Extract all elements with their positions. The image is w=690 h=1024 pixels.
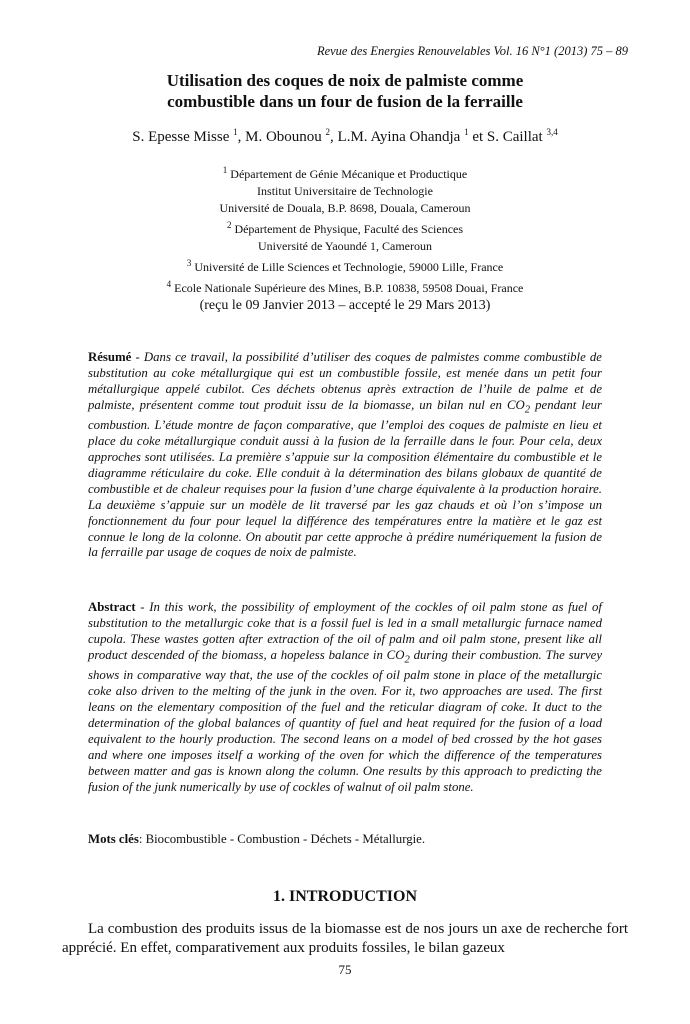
author-list: [0, 127, 690, 146]
introduction-paragraph: La combustion des produits issus de la biomasse est de nos jours un axe de recherche fort apprécié. En effet, comparativement aux produits fossiles, le bilan gazeux: [62, 921, 628, 956]
affiliation-3-text: Université de Lille Sciences et Technologie, 59000 Lille, France: [191, 260, 504, 274]
abstract-text-part-2: during their combustion. The survey shows in comparative way that, the use of the cockles of oil palm stone in place of the metallurgic coke also driven to the melting of the junk in the oven. For it, two approaches are used. The first leans on the elementary composition of the fuel and the reticular diagram of coke. It duct to the determination of the global balances of quantity of fuel and heat required for the fusion of a load equivalent to the hourly production. The second leans on a model of bed crossed by the hot gases and where one imposes itself a working of the oven for which the difference of the temperatures between matter and gas is known along the column. One results by this approach to predicting the fusion of the junk numerically by use of cockles of walnut of oil palm stone.: [88, 647, 602, 794]
keywords-text: : Biocombustible - Combustion - Déchets - Métallurgie.: [138, 832, 426, 846]
affiliation-2-text: Département de Physique, Faculté des Sciences: [231, 222, 464, 236]
resume-text-part-1: Dans ce travail, la possibilité d’utiliser des coques de palmistes comme combustible de substitution au coke métallurgique qui est un combustible fossile, est menée dans un petit four métallurgique appelé cubilot. Ces déchets obtenus après extraction de l’huile de palme et de palmiste, présentent comme tout produit issu de la biomasse, un bilan nul en CO: [88, 350, 602, 412]
resume-paragraph: [88, 350, 602, 561]
author-4: et S. Caillat: [468, 129, 547, 145]
page-number: 75: [338, 962, 352, 977]
abstract-separator: -: [135, 600, 150, 614]
affiliation-1-text: Département de Génie Mécanique et Productique: [227, 167, 468, 181]
author-4-affil: 3,4: [546, 127, 558, 137]
author-2: , M. Obounou: [237, 129, 326, 145]
affiliation-2: [0, 217, 690, 238]
journal-header: Revue des Energies Renouvelables Vol. 16 N°1 (2013) 75 – 89: [316, 44, 628, 58]
author-1: S. Epesse Misse: [132, 129, 234, 145]
affiliation-1: [0, 162, 690, 183]
author-3-affil: 1: [464, 127, 469, 137]
affiliation-2-number: 2: [226, 220, 232, 230]
abstract-label: Abstract: [88, 600, 136, 614]
affiliation-4-number: 4: [166, 279, 172, 289]
abstract-text-part-1: In this work, the possibility of employment of the cockles of oil palm stone as fuel of substitution to the metallurgic coke that is a fossil fuel is led in a small metallurgic furnace named cupola. These wastes gotten after extraction of the oil of palm and oil palm stone, present like all product descended of the biomass, a hopeless balance in CO: [88, 600, 602, 662]
section-heading: 1. INTRODUCTION: [272, 888, 417, 905]
resume-separator: -: [131, 350, 144, 364]
affiliation-3: [0, 255, 690, 276]
affiliation-4: [0, 276, 690, 297]
affiliations: [0, 162, 690, 297]
author-1-affil: 1: [233, 127, 238, 137]
affiliation-2-line-2: Université de Yaoundé 1, Cameroun: [258, 239, 432, 253]
title-line-1: Utilisation des coques de noix de palmiste comme: [166, 71, 524, 90]
affiliation-3-number: 3: [186, 258, 192, 268]
affiliation-4-text: Ecole Nationale Supérieure des Mines, B.P. 10838, 59508 Douai, France: [171, 281, 524, 295]
resume-label: Résumé: [88, 350, 132, 364]
keywords-label: Mots clés: [88, 832, 139, 846]
resume-text-part-2: pendant leur combustion. L’étude montre de façon comparative, que l’emploi des coques de palmiste en lieu et place du coke métallurgique conduit aussi à la fusion de la ferraille dans le four. Pour cela, deux approches sont utilisées. La première s’appuie sur la composition élémentaire du combustible et le diagramme réticulaire du coke. Elle conduit à la détermination des bilans globaux de quantité de combustible et de chaleur requises pour la fusion d’une charge équivalente à la production horaire. La deuxième s’appuie sur un modèle de lit traversé par les gaz chauds et où l’on s’impose un fonctionnement du four pour lequel la différence des températures entre la matière et le gaz est connue le long de la colonne. On aboutit par cette approche à prédire numériquement la fusion de la ferraille par usage de coques de noix de palmiste.: [88, 397, 603, 560]
received-dates: (reçu le 09 Janvier 2013 – accepté le 29 Mars 2013): [199, 298, 491, 313]
title-line-2: combustible dans un four de fusion de la ferraille: [167, 92, 523, 111]
paper-title: [0, 70, 690, 112]
keywords-line: [88, 832, 602, 847]
abstract-paragraph: [88, 600, 602, 795]
author-3: , L.M. Ayina Ohandja: [330, 129, 465, 145]
author-2-affil: 2: [325, 127, 331, 137]
resume-subscript-text: 2: [524, 404, 531, 416]
affiliation-1-line-2: Institut Universitaire de Technologie: [257, 184, 433, 198]
abstract-subscript-text: 2: [404, 654, 410, 666]
affiliation-1-line-3: Université de Douala, B.P. 8698, Douala, Cameroun: [219, 201, 471, 215]
affiliation-1-number: 1: [222, 165, 228, 175]
